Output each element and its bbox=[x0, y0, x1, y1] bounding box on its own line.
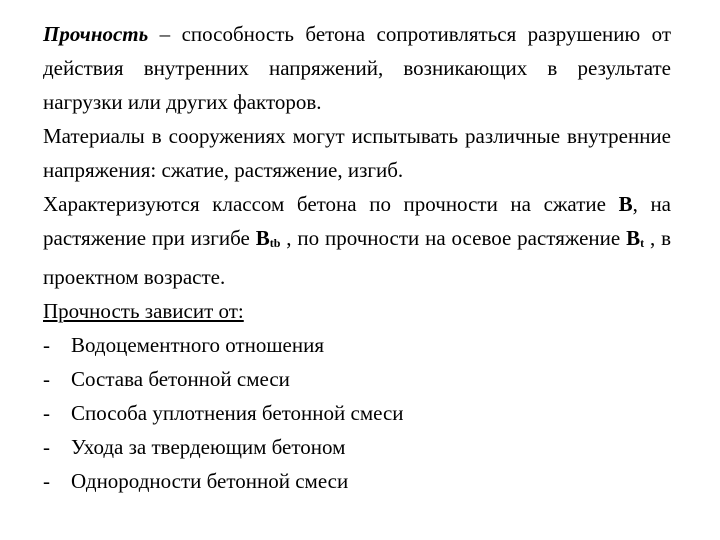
depends-heading: Прочность зависит от: bbox=[43, 299, 244, 323]
list-item bbox=[43, 362, 671, 396]
definition-text: – способность бетона сопротивляться разрушению от действия внутренних напряжений, возникающих в результате нагрузки или других факторов. bbox=[43, 22, 671, 114]
definition-paragraph bbox=[43, 17, 671, 119]
classes-text-2: , на растяжение при изгибе bbox=[43, 192, 672, 250]
list-item bbox=[43, 328, 671, 362]
list-item-text: Водоцементного отношения bbox=[71, 333, 325, 357]
slide-content bbox=[43, 17, 671, 498]
class-btb-subscript: tb bbox=[269, 236, 281, 250]
list-item-text: Способа уплотнения бетонной смеси bbox=[71, 401, 404, 425]
list-item bbox=[43, 396, 671, 430]
stresses-text: Материалы в сооружениях могут испытывать различные внутренние напряжения: сжатие, растяжение, изгиб. bbox=[43, 124, 671, 182]
class-bt-subscript: t bbox=[640, 236, 645, 250]
depends-heading-line bbox=[43, 294, 671, 328]
list-item bbox=[43, 464, 671, 498]
classes-paragraph bbox=[43, 187, 671, 294]
classes-text-4: , в проектном возрасте. bbox=[43, 226, 671, 289]
class-bt-symbol: В bbox=[626, 226, 641, 250]
list-item-text: Ухода за твердеющим бетоном bbox=[71, 435, 346, 459]
list-item-text: Однородности бетонной смеси bbox=[71, 469, 349, 493]
list-item-text: Состава бетонной смеси bbox=[71, 367, 290, 391]
list-dash: - bbox=[43, 333, 50, 357]
class-b-symbol: В bbox=[618, 192, 633, 216]
list-dash: - bbox=[43, 435, 50, 459]
classes-text-3: , по прочности на осевое растяжение bbox=[280, 226, 627, 250]
factors-list bbox=[43, 328, 671, 498]
classes-text-1: Характеризуются классом бетона по прочности на сжатие bbox=[43, 192, 619, 216]
list-dash: - bbox=[43, 469, 50, 493]
class-btb-symbol: В bbox=[255, 226, 270, 250]
definition-term: Прочность bbox=[43, 22, 149, 46]
list-dash: - bbox=[43, 367, 50, 391]
stresses-paragraph bbox=[43, 119, 671, 187]
list-dash: - bbox=[43, 401, 50, 425]
list-item bbox=[43, 430, 671, 464]
